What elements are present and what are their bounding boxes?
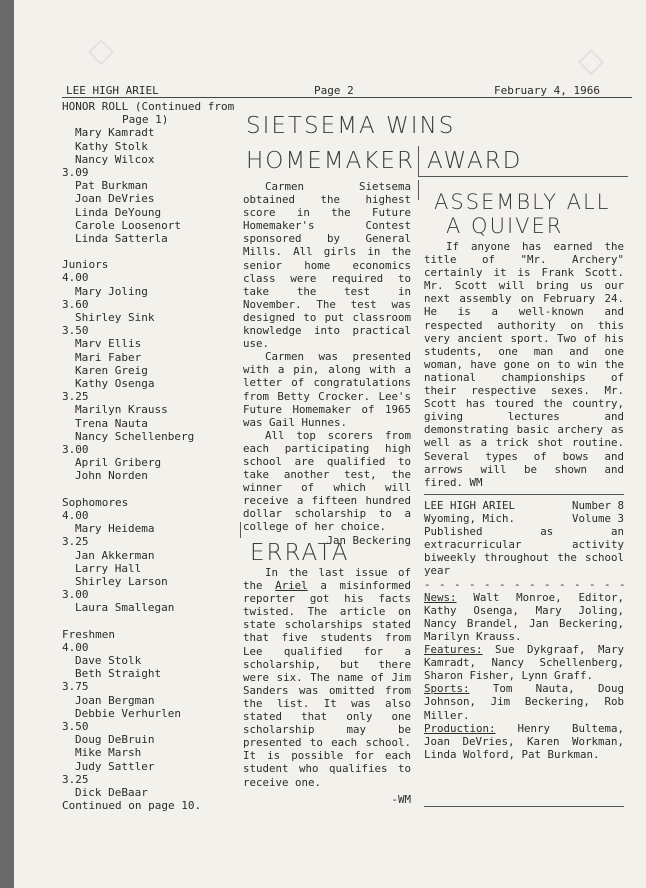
list-item: Shirley Larson [75,574,168,588]
list-item: April Griberg [75,456,162,470]
column-divider [240,522,241,538]
staff-production: Production: Henry Bultema, Joan DeVries, Karen Workman, Linda Wolford, Pat Burkman. [424,721,624,761]
honor-roll-column [62,100,237,812]
headline-divider [418,146,419,176]
column-divider [418,180,419,200]
sietsema-headline: SIETSEMA WINS [246,113,456,139]
headline-rule [418,176,628,177]
list-item: Larry Hall [75,561,142,575]
article-paragraph: If anyone has earned the title of "Mr. Archery" certainly it is Frank Scott. Mr. Scott will bring us our next assembly on February 24. He is a well-known and respected authority on this very ancient sport. Two of his students, one man and one woman, have gone on to win the national championships of their respective sexes. Mr. Scott has toured the country, giving lectures and demonstrating basic archery as well as a trick shot routine. Several types of bows and arrows will be shown and fired. WM [424,240,624,489]
list-item: Marilyn Krauss [75,403,168,417]
sietsema-headline-line3: AWARD [427,148,523,174]
list-item: Laura Smallegan [75,601,175,615]
list-item: Nancy Schellenberg [75,429,195,443]
masthead-number: Number 8 [571,499,624,512]
article-paragraph: Carmen Sietsema obtained the highest score in the Future Homemaker's Contest sponsored by General Mills. All girls in the senior home economics class were required to take the test in November. The test was designed to put classroom knowledge into practical use. [243,180,411,351]
grade-heading: 3.00 [62,588,89,602]
list-item: Joan Bergman [75,693,155,707]
list-item: Jan Akkerman [75,548,155,562]
bleed-through-mark: ◇ [574,40,605,80]
sietsema-article [243,180,411,547]
continued-note: Continued on page 10. [62,799,202,813]
grade-heading: 3.75 [62,680,89,694]
list-item: Dick DeBaar [75,785,148,799]
byline: Jan Beckering [326,533,411,547]
newspaper-page [14,0,646,888]
masthead-place: Wyoming, Mich. [424,512,516,526]
list-item: Mari Faber [75,350,142,364]
masthead-volume: Volume 3 [571,512,624,526]
sietsema-headline-line2: HOMEMAKER [246,148,415,174]
staff-features: Features: Sue Dykgraaf, Mary Kamradt, Nancy Schellenberg, Sharon Fisher, Lynn Graff. [424,643,624,683]
errata-article [243,566,411,806]
paper-name: LEE HIGH ARIEL [66,84,159,97]
grade-heading: 3.00 [62,443,89,457]
page-number: Page 2 [314,84,354,97]
honor-roll-title-cont: Page 1) [122,113,169,127]
paper-name-ref: Ariel [275,579,308,593]
honor-roll-title: HONOR ROLL (Continued from [62,100,235,113]
grade-heading: 3.25 [62,772,89,786]
grade-heading: 4.00 [62,640,89,654]
list-item: Carole Loosenort [75,218,181,232]
grade-heading: 3.25 [62,390,89,404]
list-item: Dave Stolk [75,653,142,667]
list-item: Kathy Osenga [75,377,155,391]
grade-heading: 4.00 [62,271,89,285]
bleed-through-mark: ◇ [84,30,115,70]
grade-heading: 3.25 [62,535,89,549]
masthead-publication: Published as an extracurricular activity biweekly throughout the school year [424,525,624,578]
list-item: Linda DeYoung [75,205,162,219]
masthead-separator: - - - - - - - - - - - - - - [424,577,627,591]
list-item: Mary Joling [75,284,148,298]
list-item: Kathy Stolk [75,139,148,153]
article-paragraph: All top scorers from each participating high school are qualified to take another test, the winner of which will receive a fifteen hundred dollar scholarship to a college of her choice. [243,428,411,534]
assembly-headline: ASSEMBLY ALL [434,190,611,214]
header-rule [62,97,632,98]
article-paragraph: In the last issue of the Ariel a misinformed reporter got his facts twisted. The article on state scholarships stated that five students from Lee qualified for a scholarship, but there were six. The name of Jim Sanders was omitted from the list. It was also stated that only one scholarship may be presented to each school. It is possible for each student who qualifies to receive one. [243,566,411,789]
staff-news: News: Walt Monroe, Editor, Kathy Osenga, Mary Joling, Nancy Brandel, Jan Beckering, Marilyn Krauss. [424,590,624,643]
list-item: Karen Greig [75,363,148,377]
list-item: John Norden [75,469,148,483]
grade-heading: 3.50 [62,324,89,338]
masthead-name: LEE HIGH ARIEL [424,499,516,512]
list-item: Linda Satterla [75,232,168,246]
grade-heading: 3.09 [62,166,89,180]
list-item: Mary Kamradt [75,126,155,140]
class-heading: Juniors [62,258,109,272]
list-item: Judy Sattler [75,759,155,773]
errata-headline: ERRATA [250,540,350,566]
grade-heading: 4.00 [62,508,89,522]
assembly-headline-line2: A QUIVER [446,214,564,238]
list-item: Trena Nauta [75,416,148,430]
list-item: Doug DeBruin [75,733,155,747]
staff-sports: Sports: Tom Nauta, Doug Johnson, Jim Beckering, Rob Miller. [424,682,624,722]
class-heading: Sophomores [62,495,129,509]
article-paragraph: Carmen was presented with a pin, along with a letter of congratulations from Betty Crocker. Lee's Future Homemaker of 1965 was Gail Hunnes. [243,350,411,429]
class-heading: Freshmen [62,627,115,641]
grade-heading: 3.50 [62,719,89,733]
list-item: Debbie Verhurlen [75,706,181,720]
assembly-article [424,240,624,489]
issue-date: February 4, 1966 [494,84,600,97]
list-item: Pat Burkman [75,179,148,193]
list-item: Mary Heidema [75,522,155,536]
list-item: Marv Ellis [75,337,142,351]
signature: -WM [391,792,411,806]
grade-heading: 3.60 [62,297,89,311]
masthead [424,499,627,761]
list-item: Shirley Sink [75,311,155,325]
section-rule [424,494,624,495]
list-item: Beth Straight [75,667,162,681]
masthead-bottom-rule [424,806,624,807]
list-item: Mike Marsh [75,746,142,760]
list-item: Joan DeVries [75,192,155,206]
list-item: Nancy Wilcox [75,152,155,166]
